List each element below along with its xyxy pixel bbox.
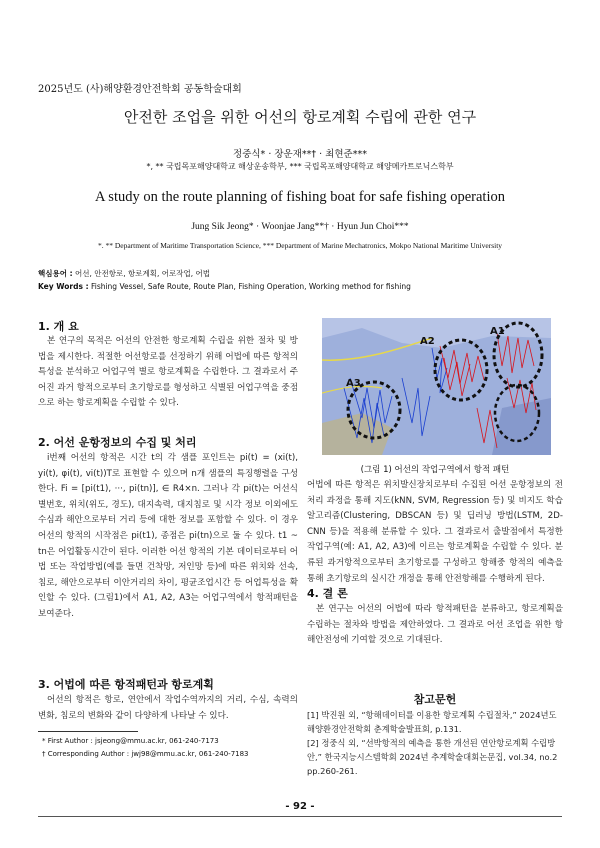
section-4-title: 4. 결 론 bbox=[307, 587, 348, 600]
track-pattern-map bbox=[322, 318, 551, 455]
section-2-body bbox=[38, 451, 298, 623]
label-a2: A2 bbox=[420, 336, 435, 347]
section-3-title: 3. 어법에 따른 항적패턴과 항로계획 bbox=[38, 678, 214, 691]
footnote-first-author: * First Author : jsjeong@mmu.ac.kr, 061-240-7173 bbox=[42, 737, 219, 745]
paper-title-en: A study on the route planning of fishing boat for safe fishing operation bbox=[95, 189, 505, 205]
references-list bbox=[307, 708, 563, 778]
section-3-paragraph: 어선의 항적은 항로, 연안에서 작업수역까지의 거리, 수심, 속력의 변화, 침로의 변화와 같이 다양하게 나타날 수 있다. bbox=[38, 695, 298, 721]
reference-item: [2] 정중식 외, “선박항적의 예측을 통한 개선된 연안항로계획 수립방안,” 한국지능시스템학회 2024년 추계학술대회논문집, vol.34, no.2 pp.260-261. bbox=[307, 738, 558, 776]
authors-en: Jung Sik Jeong* · Woonjae Jang**† · Hyun Jun Choi*** bbox=[191, 222, 409, 232]
authors-ko: 정중식* · 장운재**† · 최현준*** bbox=[233, 149, 367, 160]
figure-1-caption: (그림 1) 어선의 작업구역에서 항적 패턴 bbox=[360, 465, 510, 475]
land-shape bbox=[322, 413, 392, 455]
deep-area-shape bbox=[492, 398, 551, 455]
references-title: 참고문헌 bbox=[413, 693, 457, 706]
page-number: - 92 - bbox=[285, 801, 315, 812]
reference-item: [1] 박진원 외, “항해데이터를 이용한 항로계획 수립절차,” 2024년도 해양환경안전학회 춘계학술발표회, p.131. bbox=[307, 710, 557, 734]
label-a3: A3 bbox=[346, 378, 361, 389]
affiliation-ko: *, ** 국립목포해양대학교 해상운송학부, *** 국립목포해양대학교 해양메카트로닉스학부 bbox=[146, 162, 454, 171]
section-2-paragraph: i번째 어선의 항적은 시간 t의 각 샘플 포인트는 pi(t) = (xi(t), yi(t), φi(t), vi(t))T로 표현할 수 있으며 n개 샘플의 특징행렬을 구성한다. Fi = [pi(t1), ···, pi(tn)], ∈ R4×n. 그러나 각 pi(t)는 어선식별번호, 위치(위도, 경도), 대지속력, 대지침로 및 시각 정보 이외에도 수심과 해안으로부터 거리 등에 대한 정보를 포함할 수 있다. 이 경우 어선의 항적의 시작점은 pi(t1), 종점은 pi(tn)으로 둘 수 있다. t1 ~ tn은 어업활동시간이 된다. 이러한 어선 항적의 기본 데이터로부터 어법 또는 작업방법(예를 들면 건착망, 저인망 등)에 따른 위치와 선속, 침로, 해안으로부터 이안거리의 차이, 평균조업시간 등 어업특성을 확인할 수 있다. (그림1)에서 A1, A2, A3는 어업구역에서 항적패턴을 보여준다. bbox=[38, 453, 298, 619]
section-3-body bbox=[38, 693, 298, 724]
section-3-continued-paragraph: 어법에 따른 항적은 위치발신장치로부터 수집된 어선 운항정보의 전처리 과정을 통해 지도(kNN, SVM, Regression 등) 및 비지도 학습 알고리즘(Clustering, DBSCAN 등) 및 딥러닝 방법(LSTM, 2D-CNN 등)을 적용해 분류할 수 있다. 그 결과로서 출발점에서 특정한 작업구역(예: A1, A2, A3)에 이르는 항로계획을 수립할 수 있다. 분류된 과거항적으로부터 초기항로를 구성하고 항해중 항적의 예측을 통해 초기항로의 실시간 개정을 통해 안전항해를 수행하게 된다. bbox=[307, 480, 563, 584]
paper-title-ko: 안전한 조업을 위한 어선의 항로계획 수립에 관한 연구 bbox=[123, 108, 477, 126]
keywords-ko bbox=[38, 268, 210, 279]
section-1-body bbox=[38, 334, 298, 412]
keywords-en bbox=[38, 282, 411, 291]
page-bottom-divider bbox=[38, 816, 562, 817]
section-3-continued bbox=[307, 478, 563, 587]
footnote-corresponding-author: † Corresponding Author : jwj98@mmu.ac.kr, 061-240-7183 bbox=[42, 750, 249, 758]
conference-header: 2025년도 (사)해양환경안전학회 공동학술대회 bbox=[38, 84, 242, 95]
section-1-title: 1. 개 요 bbox=[38, 320, 79, 333]
keywords-en-text: Fishing Vessel, Safe Route, Route Plan, Fishing Operation, Working method for fishing bbox=[88, 282, 411, 291]
affiliation-en: *. ** Department of Maritime Transportation Science, *** Department of Marine Mechatronics, Mokpo National Maritime University bbox=[97, 241, 503, 250]
footnote-divider bbox=[38, 731, 138, 732]
label-a1: A1 bbox=[490, 326, 505, 337]
keywords-ko-text: 어선, 안전항로, 항로계획, 어로작업, 어법 bbox=[72, 269, 210, 278]
keywords-en-label: Key Words : bbox=[38, 282, 89, 291]
section-1-paragraph: 본 연구의 목적은 어선의 안전한 항로계획 수립을 위한 절차 및 방법을 제시한다. 적절한 어선항로를 선정하기 위해 어법에 따른 항적의 특성을 분석하고 어업구역 별로 항로계획을 수립한다. 그 결과로서 주어진 과거 항적으로부터 초기항로를 형성하고 식별된 어업구역을 중점으로 하는 항로계획을 수립할 수 있다. bbox=[38, 336, 298, 409]
section-2-title: 2. 어선 운항정보의 수집 및 처리 bbox=[38, 436, 197, 449]
keywords-ko-label: 핵심용어 : bbox=[38, 269, 73, 278]
section-4-paragraph: 본 연구는 어선의 어법에 따라 항적패턴을 분류하고, 항로계획을 수립하는 절차와 방법을 제안하였다. 그 결과로 어선 조업을 위한 항해안전성에 기여할 것으로 기대된다. bbox=[307, 604, 563, 646]
section-4-body bbox=[307, 602, 563, 649]
shallow-area-shape bbox=[322, 318, 551, 348]
figure-1-map bbox=[322, 318, 551, 455]
